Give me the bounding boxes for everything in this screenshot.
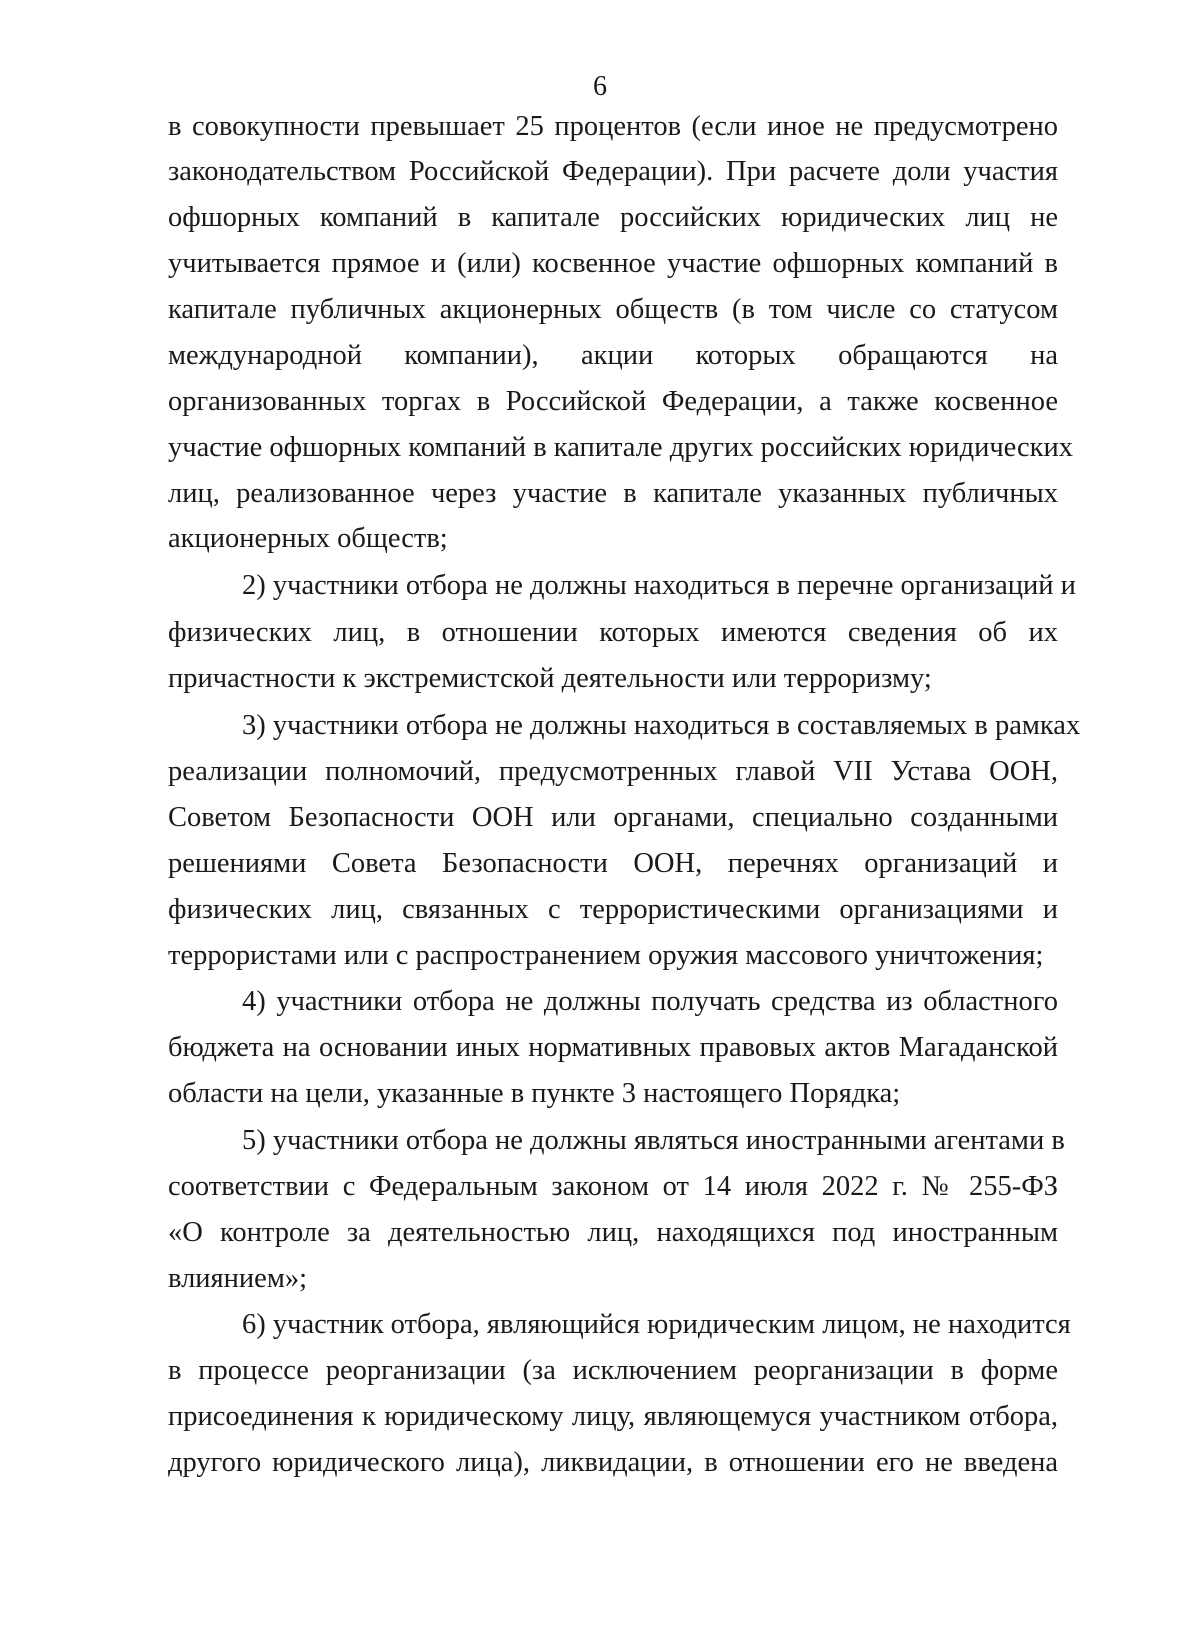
text-line: бюджета на основании иных нормативных правовых актов Магаданской: [168, 1032, 1058, 1063]
text-line: учитывается прямое и (или) косвенное участие офшорных компаний в: [168, 248, 1058, 279]
page-number: 6: [593, 71, 607, 102]
text-line: влиянием»;: [168, 1263, 308, 1294]
text-line: международной компании), акции которых обращаются на: [168, 340, 1058, 371]
text-line: террористами или с распространением оружия массового уничтожения;: [168, 940, 1044, 971]
text-line: «О контроле за деятельностью лиц, находящихся под иностранным: [168, 1217, 1058, 1248]
text-line: 6) участник отбора, являющийся юридическим лицом, не находится: [242, 1309, 1071, 1340]
text-line: капитале публичных акционерных обществ (в том числе со статусом: [168, 294, 1058, 325]
text-line: Советом Безопасности ООН или органами, специально созданными: [168, 802, 1058, 833]
text-line: законодательством Российской Федерации). При расчете доли участия: [168, 156, 1058, 187]
text-line: в процессе реорганизации (за исключением реорганизации в форме: [168, 1355, 1058, 1386]
text-line: реализации полномочий, предусмотренных главой VII Устава ООН,: [168, 756, 1058, 787]
text-line: другого юридического лица), ликвидации, в отношении его не введена: [168, 1447, 1058, 1478]
text-line: физических лиц, в отношении которых имеются сведения об их: [168, 617, 1058, 648]
text-line: 2) участники отбора не должны находиться в перечне организаций и: [242, 570, 1076, 601]
text-line: соответствии с Федеральным законом от 14 июля 2022 г. № 255-ФЗ: [168, 1171, 1058, 1202]
text-line: решениями Совета Безопасности ООН, перечнях организаций и: [168, 848, 1058, 879]
text-line: физических лиц, связанных с террористическими организациями и: [168, 894, 1058, 925]
text-line: 3) участники отбора не должны находиться в составляемых в рамках: [242, 710, 1081, 741]
text-line: 4) участники отбора не должны получать средства из областного: [242, 986, 1058, 1017]
text-line: присоединения к юридическому лицу, являющемуся участником отбора,: [168, 1401, 1058, 1432]
text-line: области на цели, указанные в пункте 3 настоящего Порядка;: [168, 1078, 901, 1109]
text-line: в совокупности превышает 25 процентов (если иное не предусмотрено: [168, 111, 1058, 142]
text-line: причастности к экстремистской деятельности или терроризму;: [168, 663, 932, 694]
text-line: участие офшорных компаний в капитале других российских юридических: [168, 432, 1074, 463]
text-line: организованных торгах в Российской Федерации, а также косвенное: [168, 386, 1058, 417]
text-line: офшорных компаний в капитале российских юридических лиц не: [168, 202, 1058, 233]
text-line: лиц, реализованное через участие в капитале указанных публичных: [168, 478, 1058, 509]
text-line: 5) участники отбора не должны являться иностранными агентами в: [242, 1125, 1065, 1156]
text-line: акционерных обществ;: [168, 523, 448, 554]
